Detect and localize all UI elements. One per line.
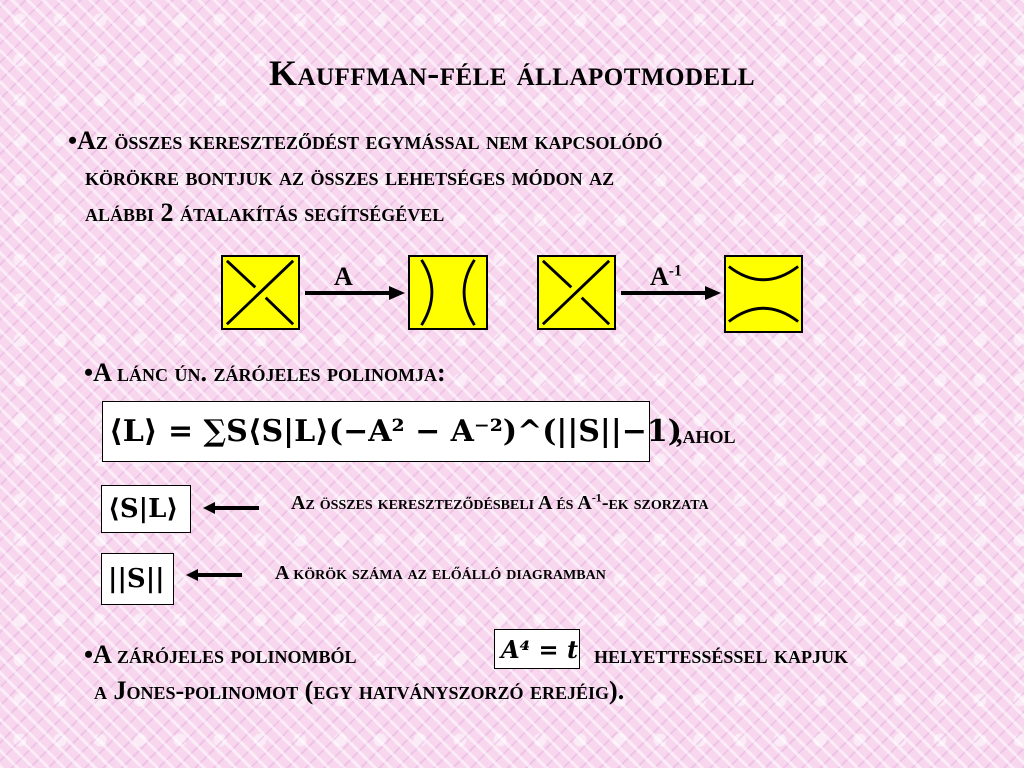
bullet3-line1-post: helyettesséssel kapjuk bbox=[594, 640, 848, 669]
bullet2-text: A lánc ún. zárójeles polinomja: bbox=[93, 358, 446, 387]
arrow-left-2 bbox=[186, 567, 242, 583]
bullet-dot: • bbox=[84, 358, 94, 387]
label-ainv: $A^{-1}$ bbox=[650, 262, 682, 291]
label-a: A bbox=[334, 262, 353, 291]
substitution-formula: A⁴ = t bbox=[494, 629, 580, 669]
arrow-a bbox=[305, 283, 405, 303]
horizontal-smoothing-icon bbox=[726, 257, 801, 331]
bullet-dot: • bbox=[84, 640, 94, 669]
crossing-icon bbox=[539, 257, 614, 328]
bullet1-line2: körökre bontjuk az összes lehetséges módon az bbox=[85, 162, 615, 191]
arrow-left-1 bbox=[203, 500, 259, 516]
bullet-dot: • bbox=[68, 126, 78, 155]
crossing-icon bbox=[223, 257, 298, 328]
bullet3-line2: a Jones-polinomot (egy hatványszorzó erejéig). bbox=[94, 676, 625, 705]
ahol-label: ,ahol bbox=[676, 420, 736, 449]
bullet1-line1 bbox=[68, 126, 663, 156]
vertical-smoothing-icon bbox=[410, 257, 486, 328]
bullet3-text: A zárójeles polinomból bbox=[93, 640, 357, 669]
crossing-diagram-ainv bbox=[537, 255, 616, 330]
circle-count-symbol: ||S|| bbox=[101, 553, 174, 605]
smoothing-a-diagram bbox=[408, 255, 488, 330]
crossing-diagram-a bbox=[221, 255, 300, 330]
def1-text: Az összes kereszteződésbeli A és $A^{-1}-ek$ szorzata bbox=[291, 490, 709, 514]
bullet1-line3: alábbi 2 átalakítás segítségével bbox=[85, 198, 445, 227]
slide-title: Kauffman-féle állapotmodell bbox=[268, 53, 756, 93]
bullet3-line1-pre bbox=[84, 640, 357, 670]
state-product-symbol: ⟨S|L⟩ bbox=[101, 485, 191, 533]
bullet1-text: Az összes kereszteződést egymással nem kapcsolódó bbox=[77, 126, 663, 155]
smoothing-ainv-diagram bbox=[724, 255, 803, 333]
def2-text: A körök száma az előálló diagramban bbox=[275, 562, 606, 584]
bracket-polynomial-formula: ⟨L⟩ = ∑S⟨S|L⟩(−A² − A⁻²)^(||S||−1) bbox=[102, 401, 650, 462]
bullet2-line bbox=[84, 358, 446, 388]
